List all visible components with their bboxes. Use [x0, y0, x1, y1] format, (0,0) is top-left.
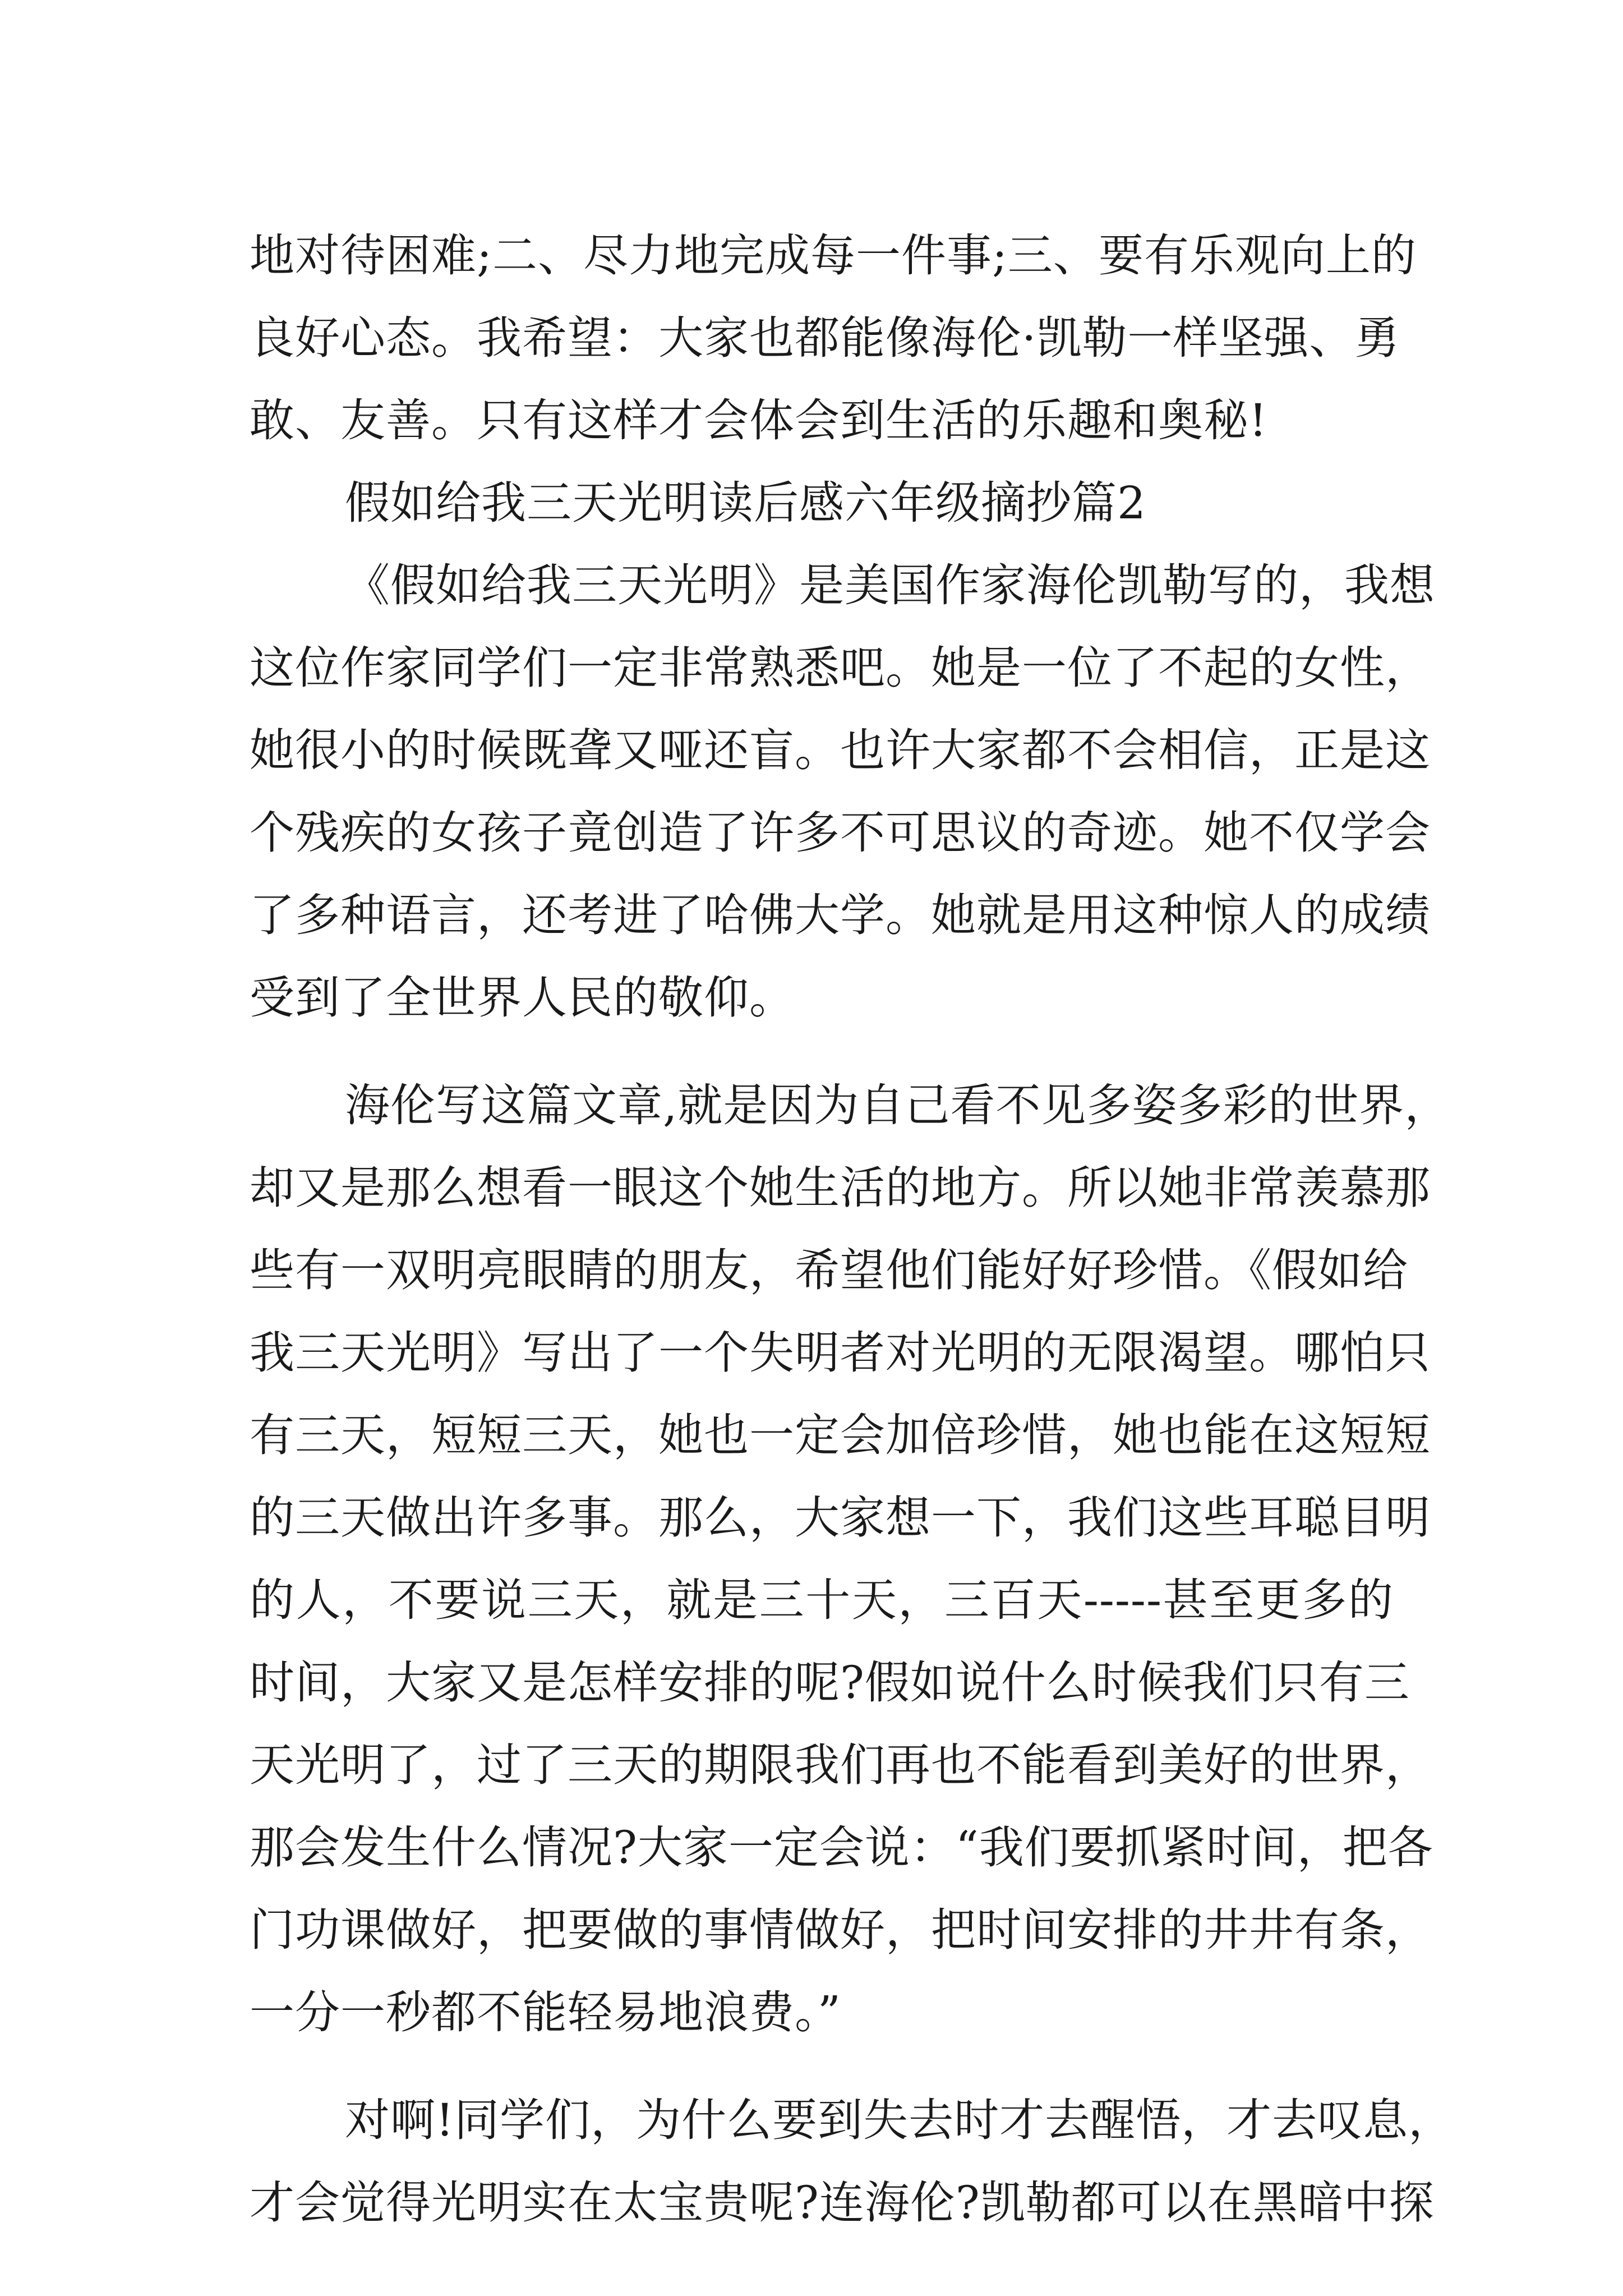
text-line: 这位作家同学们一定非常熟悉吧。她是一位了不起的女性， [250, 642, 1431, 694]
text-line: 天光明了，过了三天的期限我们再也不能看到美好的世界， [250, 1739, 1431, 1791]
text-line: 地对待困难;二、尽力地完成每一件事;三、要有乐观向上的 [250, 229, 1417, 282]
text-line: 她很小的时候既聋又哑还盲。也许大家都不会相信，正是这 [250, 724, 1431, 776]
text-line: 了多种语言，还考进了哈佛大学。她就是用这种惊人的成绩 [250, 889, 1431, 941]
paragraph-spacer [250, 2054, 1394, 2079]
text-line: 对啊!同学们，为什么要到失去时才去醒悟，才去叹息， [345, 2094, 1454, 2146]
text-line: 受到了全世界人民的敬仰。 [250, 972, 795, 1024]
text-line: 却又是那么想看一眼这个她生活的地方。所以她非常羡慕那 [250, 1162, 1431, 1214]
section-heading [250, 462, 1394, 544]
paragraph [250, 1064, 1450, 2054]
paragraph-spacer [250, 1039, 1394, 1064]
text-line: 我三天光明》写出了一个失明者对光明的无限渴望。哪怕只 [250, 1327, 1431, 1379]
text-line: 才会觉得光明实在太宝贵呢?连海伦?凯勒都可以在黑暗中探 [250, 2177, 1435, 2229]
text-line: 个残疾的女孩子竟创造了许多不可思议的奇迹。她不仅学会 [250, 807, 1431, 859]
text-line: 一分一秒都不能轻易地浪费。” [250, 1986, 841, 2039]
text-line: 敢、友善。只有这样才会体会到生活的乐趣和奥秘! [250, 394, 1268, 447]
text-line: 时间，大家又是怎样安排的呢?假如说什么时候我们只有三 [250, 1657, 1410, 1709]
text-line: 些有一双明亮眼睛的朋友，希望他们能好好珍惜。《假如给 [250, 1244, 1408, 1296]
paragraph [250, 2079, 1454, 2244]
text-line: 良好心态。我希望：大家也都能像海伦·凯勒一样坚强、勇 [250, 312, 1400, 364]
text-line: 《假如给我三天光明》是美国作家海伦凯勒写的，我想 [345, 559, 1435, 611]
paragraph [250, 544, 1435, 1039]
text-line: 海伦写这篇文章,就是因为自己看不见多姿多彩的世界， [345, 1079, 1450, 1131]
document-body [250, 214, 1454, 2244]
paragraph [250, 214, 1417, 462]
text-line: 那会发生什么情况?大家一定会说：“我们要抓紧时间，把各 [250, 1821, 1433, 1874]
text-line: 的三天做出许多事。那么，大家想一下，我们这些耳聪目明 [250, 1492, 1431, 1544]
text-line: 有三天，短短三天，她也一定会加倍珍惜，她也能在这短短 [250, 1409, 1431, 1461]
text-line: 门功课做好，把要做的事情做好，把时间安排的井井有条， [250, 1904, 1431, 1956]
text-line: 的人，不要说三天，就是三十天，三百天-----甚至更多的 [250, 1574, 1394, 1626]
heading-text: 假如给我三天光明读后感六年级摘抄篇2 [345, 477, 1146, 529]
